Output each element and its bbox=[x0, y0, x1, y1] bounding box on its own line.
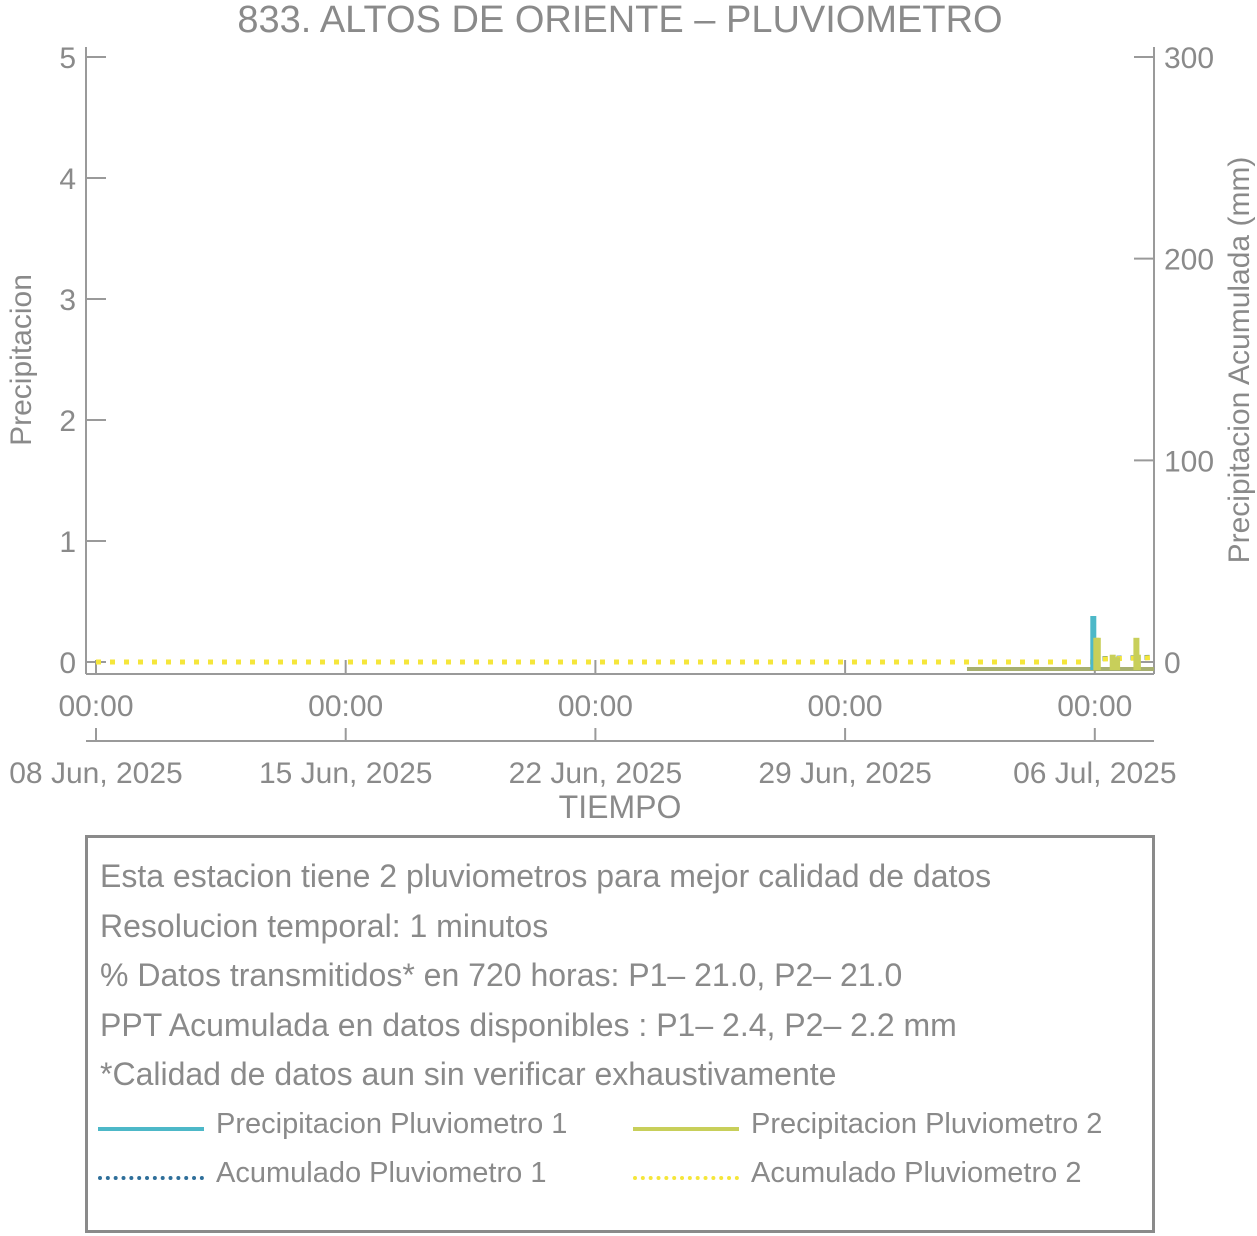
x-tick-time: 00:00 bbox=[1057, 690, 1133, 723]
y2-tick-label: 300 bbox=[1164, 42, 1215, 75]
legend-label-accum-p1: Acumulado Pluviometro 1 bbox=[216, 1157, 547, 1189]
y2-axis-label: Precipitacion Acumulada (mm) bbox=[1223, 156, 1256, 564]
x-tick-time: 00:00 bbox=[58, 690, 134, 723]
y-tick-label: 4 bbox=[59, 163, 76, 196]
x-axis-label: TIEMPO bbox=[558, 789, 682, 825]
info-line-accumulated: PPT Acumulada en datos disponibles : P1– 2.4, P2– 2.2 mm bbox=[100, 1007, 957, 1043]
x-tick-date: 22 Jun, 2025 bbox=[508, 757, 683, 790]
x-tick-date: 08 Jun, 2025 bbox=[9, 757, 183, 790]
info-line-quality-note: *Calidad de datos aun sin verificar exhaustivamente bbox=[100, 1056, 837, 1092]
data-availability-band bbox=[967, 667, 1154, 671]
plot-frame bbox=[86, 47, 1154, 741]
cumulative-series bbox=[96, 657, 1157, 671]
x-axis bbox=[9, 660, 1176, 790]
info-line-transmitted: % Datos transmitidos* en 720 horas: P1– 21.0, P2– 21.0 bbox=[100, 957, 903, 993]
y-tick-label: 3 bbox=[59, 284, 76, 317]
x-tick-date: 06 Jul, 2025 bbox=[1013, 757, 1177, 790]
legend-swatch-precip-p1 bbox=[98, 1127, 204, 1131]
x-tick-time: 00:00 bbox=[308, 690, 384, 723]
legend-item-accum-p2 bbox=[633, 1157, 1153, 1197]
precip-bar bbox=[1095, 638, 1101, 670]
legend-item-precip-p2 bbox=[633, 1108, 1153, 1148]
info-line-resolution: Resolucion temporal: 1 minutos bbox=[100, 908, 549, 944]
x-tick-time: 00:00 bbox=[807, 690, 883, 723]
cumulative-line bbox=[96, 658, 1157, 662]
y2-tick-label: 200 bbox=[1164, 243, 1215, 277]
y2-tick-label: 100 bbox=[1164, 445, 1215, 479]
legend-swatch-accum-p1 bbox=[98, 1176, 204, 1180]
y2-tick-label: 0 bbox=[1164, 647, 1181, 680]
y-axis-left bbox=[59, 42, 106, 680]
legend-item-precip-p1 bbox=[98, 1108, 618, 1148]
info-box bbox=[85, 835, 1155, 1233]
legend-swatch-accum-p2 bbox=[633, 1176, 739, 1180]
y-tick-label: 5 bbox=[59, 42, 76, 75]
precip-bar bbox=[1114, 657, 1120, 670]
legend-item-accum-p1 bbox=[98, 1157, 618, 1197]
legend-swatch-precip-p2 bbox=[633, 1127, 739, 1131]
y-tick-label: 1 bbox=[59, 526, 76, 559]
legend-label-precip-p2: Precipitacion Pluviometro 2 bbox=[751, 1108, 1103, 1140]
y-axis-label: Precipitacion bbox=[5, 274, 38, 446]
y-tick-label: 2 bbox=[59, 405, 76, 438]
legend-label-precip-p1: Precipitacion Pluviometro 1 bbox=[216, 1108, 568, 1140]
legend-label-accum-p2: Acumulado Pluviometro 2 bbox=[751, 1157, 1082, 1189]
x-tick-date: 29 Jun, 2025 bbox=[758, 757, 932, 790]
cumulative-line bbox=[96, 657, 1157, 662]
y-tick-label: 0 bbox=[59, 647, 76, 680]
chart-title: 833. ALTOS DE ORIENTE – PLUVIOMETRO bbox=[237, 0, 1003, 41]
x-tick-date: 15 Jun, 2025 bbox=[258, 757, 433, 790]
y-axis-right bbox=[1134, 42, 1214, 680]
precip-bars bbox=[1090, 616, 1141, 670]
precip-bar bbox=[1135, 655, 1141, 670]
info-line-stations: Esta estacion tiene 2 pluviometros para mejor calidad de datos bbox=[100, 858, 992, 894]
x-tick-time: 00:00 bbox=[557, 690, 633, 723]
